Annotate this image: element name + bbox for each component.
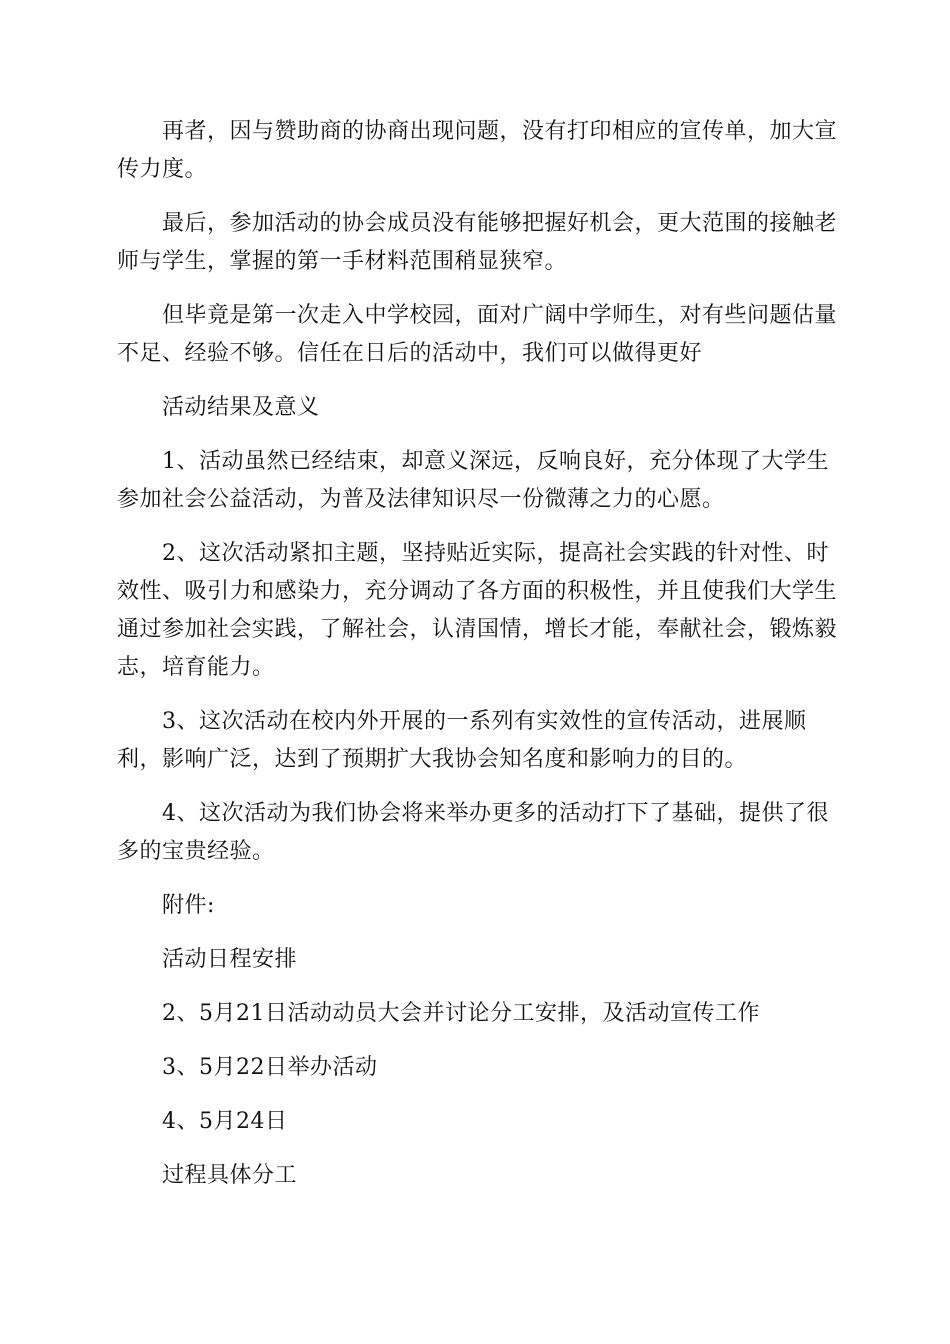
- document-body: [117, 113, 837, 1195]
- paragraph-first-visit: 但毕竟是第一次走入中学校园，面对广阔中学师生，对有些问题估量不足、经验不够。信任在日后的活动中，我们可以做得更好: [117, 303, 838, 366]
- result-item-4: 4、这次活动为我们协会将来举办更多的活动打下了基础，提供了很多的宝贵经验。: [117, 801, 829, 864]
- result-item-3: 3、这次活动在校内外开展的一系列有实效性的宣传活动，进展顺利，影响广泛，达到了预期扩大我协会知名度和影响力的目的。: [117, 709, 807, 772]
- result-item-1: 1、活动虽然已经结束，却意义深远，反响良好，充分体现了大学生参加社会公益活动，为普及法律知识尽一份微薄之力的心愿。: [117, 449, 829, 512]
- result-item-2: 2、这次活动紧扣主题，坚持贴近实际，提高社会实践的针对性、时效性、吸引力和感染力，充分调动了各方面的积极性，并且使我们大学生通过参加社会实践，了解社会，认清国情，增长才能，奉献社会，锻炼毅志，培育能力。: [117, 541, 838, 680]
- schedule-heading: 活动日程安排: [162, 947, 298, 972]
- paragraph-sponsor-issue: 再者，因与赞助商的协商出现问题，没有打印相应的宣传单，加大宣传力度。: [117, 119, 838, 182]
- division-heading: 过程具体分工: [162, 1163, 298, 1188]
- schedule-item-2: 2、5月21日活动动员大会并讨论分工安排，及活动宣传工作: [162, 1001, 760, 1026]
- section-heading-results: 活动结果及意义: [162, 395, 320, 420]
- paragraph-members-opportunity: 最后，参加活动的协会成员没有能够把握好机会，更大范围的接触老师与学生，掌握的第一手材料范围稍显狭窄。: [117, 211, 838, 274]
- schedule-item-4: 4、5月24日: [162, 1109, 288, 1134]
- attachment-label: 附件:: [162, 893, 215, 918]
- schedule-item-3: 3、5月22日举办活动: [162, 1055, 378, 1080]
